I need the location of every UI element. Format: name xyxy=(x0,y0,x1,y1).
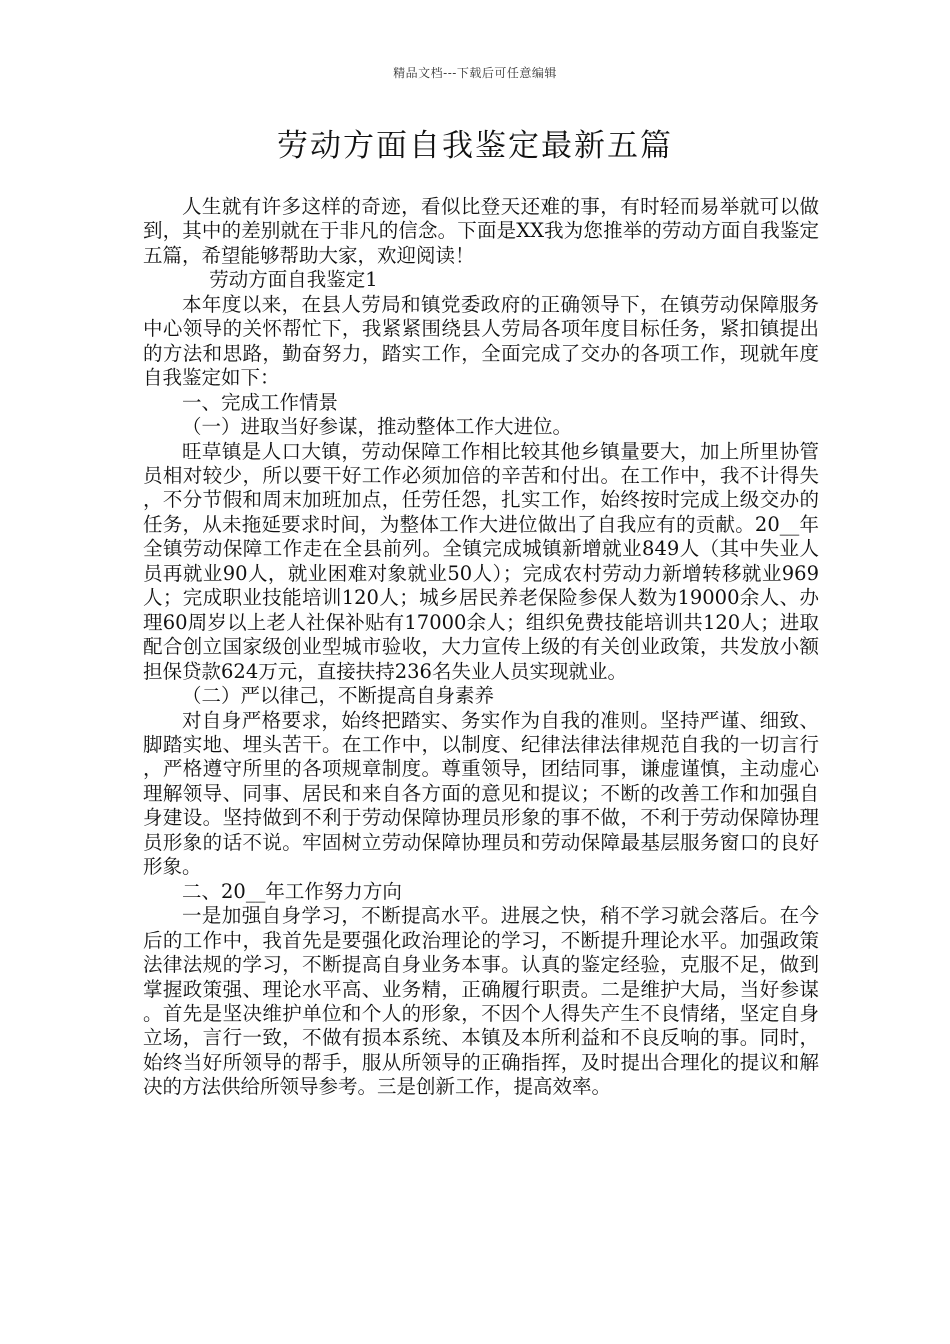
document-title: 劳动方面自我鉴定最新五篇 xyxy=(277,128,673,164)
paragraph: 旺草镇是人口大镇，劳动保障工作相比较其他乡镇量要大，加上所里协管员相对较少，所以要干好工作必须加倍的辛苦和付出。在工作中，我不计得失，不分节假和周末加班加点，任劳任怨，扎实工作，始终按时完成上级交办的任务，从未拖延要求时间，为整体工作大进位做出了自我应有的贡献。20__年全镇劳动保障工作走在全县前列。全镇完成城镇新增就业849人（其中失业人员再就业90人，就业困难对象就业50人）；完成农村劳动力新增转移就业969人；完成职业技能培训120人；城乡居民养老保险参保人数为19000余人、办理60周岁以上老人社保补贴有17000余人；组织免费技能培训共120人；进取配合创立国家级创业型城市验收，大力宣传上级的有关创业政策，共发放小额担保贷款624万元，直接扶持236名失业人员实现就业。 xyxy=(143,439,819,683)
document-body xyxy=(143,195,819,1100)
paragraph: 本年度以来，在县人劳局和镇党委政府的正确领导下，在镇劳动保障服务中心领导的关怀帮忙下，我紧紧围绕县人劳局各项年度目标任务，紧扣镇提出的方法和思路，勤奋努力，踏实工作，全面完成了交办的各项工作，现就年度自我鉴定如下： xyxy=(143,292,819,390)
paragraph: 对自身严格要求，始终把踏实、务实作为自我的准则。坚持严谨、细致、脚踏实地、埋头苦干。在工作中，以制度、纪律法律法律规范自我的一切言行，严格遵守所里的各项规章制度。尊重领导，团结同事，谦虚谨慎，主动虚心理解领导、同事、居民和来自各方面的意见和提议；不断的改善工作和加强自身建设。坚持做到不利于劳动保障协理员形象的事不做，不利于劳动保障协理员形象的话不说。牢固树立劳动保障协理员和劳动保障最基层服务窗口的良好形象。 xyxy=(143,708,819,879)
paragraph: 二、20__年工作努力方向 xyxy=(182,879,402,903)
paragraph: （一）进取当好参谋，推动整体工作大进位。 xyxy=(182,415,573,439)
paragraph: 人生就有许多这样的奇迹，看似比登天还难的事，有时轻而易举就可以做到，其中的差别就在于非凡的信念。下面是XX我为您推举的劳动方面自我鉴定五篇，希望能够帮助大家，欢迎阅读！ xyxy=(143,195,819,267)
header-note: 精品文档---下载后可任意编辑 xyxy=(393,66,557,80)
paragraph: 一是加强自身学习，不断提高水平。进展之快，稍不学习就会落后。在今后的工作中，我首先是要强化政治理论的学习，不断提升理论水平。加强政策法律法规的学习，不断提高自身业务本事。认真的鉴定经验，克服不足，做到掌握政策强、理论水平高、业务精，正确履行职责。二是维护大局，当好参谋。首先是坚决维护单位和个人的形象，不因个人得失产生不良情绪，坚定自身立场，言行一致，不做有损本系统、本镇及本所利益和不良反响的事。同时，始终当好所领导的帮手，服从所领导的正确指挥，及时提出合理化的提议和解决的方法供给所领导参考。三是创新工作，提高效率。 xyxy=(143,904,819,1099)
section-heading: 劳动方面自我鉴定1 xyxy=(209,268,378,292)
paragraph: 一、完成工作情景 xyxy=(182,390,339,414)
paragraph: （二）严以律己，不断提高自身素养 xyxy=(182,684,495,708)
